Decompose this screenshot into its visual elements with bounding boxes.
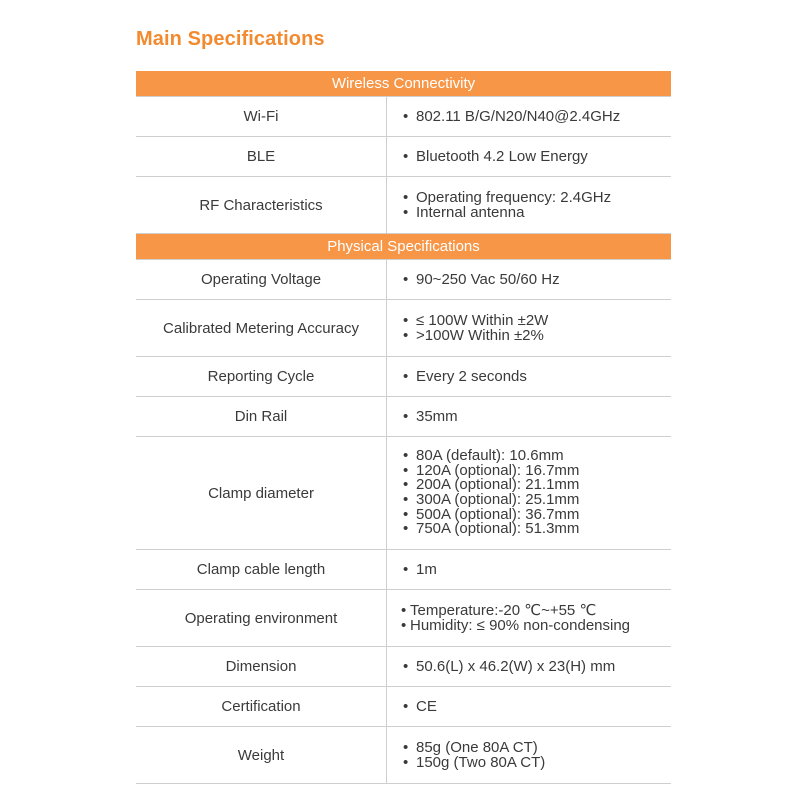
table-row [136,97,671,137]
list-item: • 750A (optional): 51.3mm [403,520,580,538]
list-item: • Bluetooth 4.2 Low Energy [403,148,588,165]
list-item: • 300A (optional): 25.1mm [403,491,580,508]
row-values [387,97,671,136]
list-item: • Humidity: ≤ 90% non-condensing [401,617,631,634]
row-label: Calibrated Metering Accuracy [136,300,387,356]
section-header-wireless: Wireless Connectivity [136,71,671,97]
row-values [387,397,671,436]
list-item: • 1m [403,561,437,578]
row-values [387,550,671,589]
table-row [136,260,671,300]
row-values [387,437,671,549]
row-label: Operating environment [136,590,387,646]
list-item: • Operating frequency: 2.4GHz [403,189,612,206]
row-label: RF Characteristics [136,177,387,233]
section-header-physical: Physical Specifications [136,234,671,260]
row-label: Clamp diameter [136,437,387,549]
list-item: • Internal antenna [403,204,525,221]
row-values [387,300,671,356]
list-item: • CE [403,698,437,715]
table-row [136,727,671,784]
table-row [136,550,671,590]
list-item: • 50.6(L) x 46.2(W) x 23(H) mm [403,658,616,675]
row-label: Din Rail [136,397,387,436]
row-label: Reporting Cycle [136,357,387,396]
row-label: Weight [136,727,387,783]
row-values [387,260,671,299]
table-row [136,357,671,397]
row-label: Operating Voltage [136,260,387,299]
row-values [387,590,671,646]
table-row [136,687,671,727]
list-item: • 85g (One 80A CT) [403,739,538,756]
row-label: BLE [136,137,387,176]
row-label: Dimension [136,647,387,686]
list-item: • 35mm [403,408,458,425]
row-values [387,727,671,783]
table-row [136,590,671,647]
list-item: • 120A (optional): 16.7mm [403,461,580,479]
list-item: • 500A (optional): 36.7mm [403,505,580,523]
list-item: • 150g (Two 80A CT) [403,754,546,771]
table-row [136,647,671,687]
list-item: • ≤ 100W Within ±2W [403,312,549,329]
list-item: • 80A (default): 10.6mm [403,447,564,465]
row-label: Clamp cable length [136,550,387,589]
table-row [136,437,671,550]
specifications-table [136,71,671,784]
row-values [387,647,671,686]
list-item: • 802.11 B/G/N20/N40@2.4GHz [403,108,621,125]
row-values [387,687,671,726]
table-row [136,137,671,177]
table-row [136,300,671,357]
row-label: Certification [136,687,387,726]
row-values [387,177,671,233]
table-row [136,397,671,437]
list-item: • >100W Within ±2% [403,327,544,344]
row-label: Wi-Fi [136,97,387,136]
row-values [387,137,671,176]
table-row [136,177,671,234]
list-item: • Every 2 seconds [403,368,527,385]
list-item: • 200A (optional): 21.1mm [403,476,580,494]
list-item: • 90~250 Vac 50/60 Hz [403,271,560,288]
row-values [387,357,671,396]
page-title: Main Specifications [136,28,325,50]
list-item: • Temperature:-20 ℃~+55 ℃ [401,602,597,619]
